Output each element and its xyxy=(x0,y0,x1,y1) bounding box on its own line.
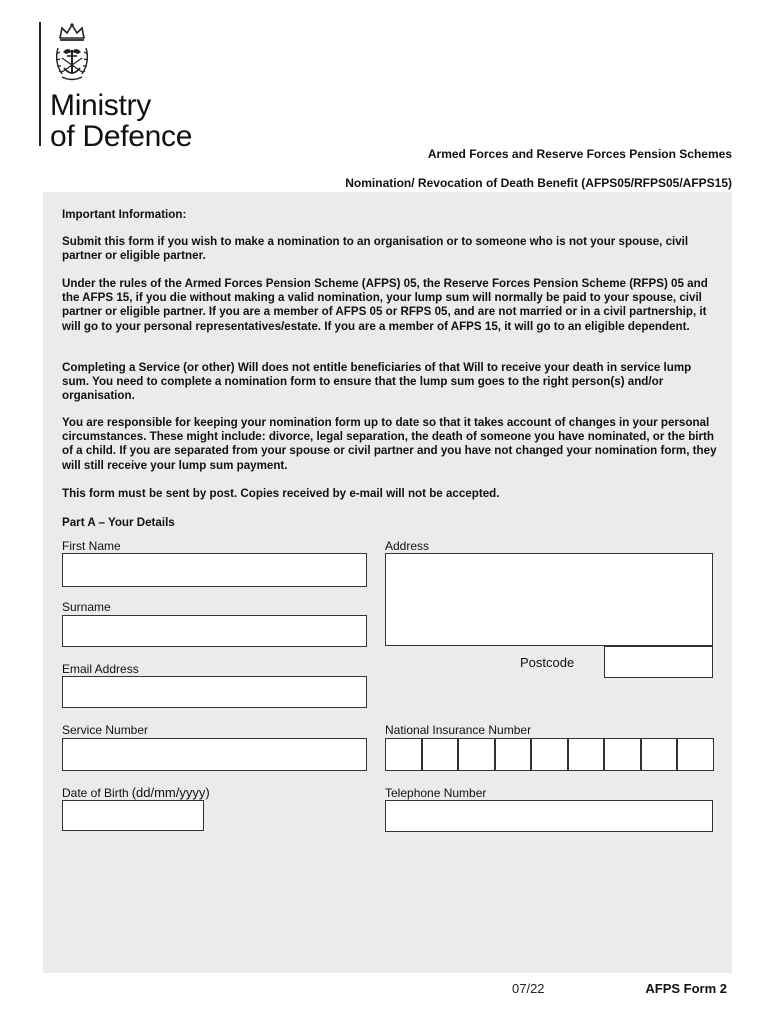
ministry-logo-text xyxy=(50,90,192,152)
dob-field[interactable] xyxy=(62,800,204,831)
postcode-label: Postcode xyxy=(520,655,575,670)
ni-cell-3[interactable] xyxy=(458,738,495,771)
ni-cell-9[interactable] xyxy=(677,738,714,771)
ministry-line-1: Ministry xyxy=(50,89,151,122)
telephone-label: Telephone Number xyxy=(385,786,487,800)
info-paragraph-2: Under the rules of the Armed Forces Pension Scheme (AFPS) 05, the Reserve Forces Pension Scheme (RFPS) 05 and the AFPS 15, if you die without making a valid nomination, your lump sum will normally be paid to your spouse, civil partner or eligible partner. If you are a member of AFPS 05 or RFPS 05, and are not married or in a civil partnership, it will go to your personal representatives/estate. If you are a member of AFPS 15, it will go to an eligible dependent. xyxy=(62,277,708,333)
info-paragraph-1: Submit this form if you wish to make a nomination to an organisation or to someone who is not your spouse, civil partner or eligible partner. xyxy=(62,235,689,263)
ministry-line-2: of Defence xyxy=(50,120,193,153)
form-title: Nomination/ Revocation of Death Benefit (AFPS05/RFPS05/AFPS15) xyxy=(345,176,732,190)
postcode-field[interactable] xyxy=(604,646,713,678)
first-name-label: First Name xyxy=(62,539,121,553)
logo-divider xyxy=(39,22,41,146)
part-a-heading: Part A – Your Details xyxy=(62,516,175,529)
ni-cell-7[interactable] xyxy=(604,738,641,771)
form-version: 07/22 xyxy=(512,981,545,996)
info-paragraph-3: Completing a Service (or other) Will does not entitle beneficiaries of that Will to receive your death in service lump sum. You need to complete a nomination form to ensure that the lump sum goes to the right person(s) and/or organisation. xyxy=(62,361,692,403)
form-code: AFPS Form 2 xyxy=(645,981,727,996)
dob-format-hint: (dd/mm/yyyy) xyxy=(131,785,210,800)
info-heading: Important Information: xyxy=(62,208,187,221)
ni-cell-5[interactable] xyxy=(531,738,568,771)
ni-cell-6[interactable] xyxy=(568,738,605,771)
service-number-field[interactable] xyxy=(62,738,367,771)
service-number-label: Service Number xyxy=(62,723,149,737)
scheme-title: Armed Forces and Reserve Forces Pension Schemes xyxy=(427,147,732,161)
surname-field[interactable] xyxy=(62,615,367,647)
dob-label: Date of Birth xyxy=(62,786,129,800)
address-field[interactable] xyxy=(385,553,713,646)
telephone-field[interactable] xyxy=(385,800,713,832)
info-paragraph-4: You are responsible for keeping your nomination form up to date so that it takes account of changes in your personal circumstances. These might include: divorce, legal separation, the death of someone you have nominated, or the birth of a child. If you are separated from your spouse or civil partner and you have not changed your nomination form, they will still receive your lump sum payment. xyxy=(62,416,717,472)
ni-cell-1[interactable] xyxy=(385,738,422,771)
email-label: Email Address xyxy=(62,662,139,676)
ni-cell-4[interactable] xyxy=(495,738,532,771)
first-name-field[interactable] xyxy=(62,553,367,587)
ni-cell-2[interactable] xyxy=(422,738,459,771)
royal-crest-anchor-icon xyxy=(48,22,96,84)
info-paragraph-5: This form must be sent by post. Copies received by e-mail will not be accepted. xyxy=(62,487,500,500)
ni-label: National Insurance Number xyxy=(385,723,532,737)
email-field[interactable] xyxy=(62,676,367,708)
address-label: Address xyxy=(385,539,430,553)
ni-cell-8[interactable] xyxy=(641,738,678,771)
surname-label: Surname xyxy=(62,600,111,614)
dob-label-group xyxy=(62,785,210,800)
